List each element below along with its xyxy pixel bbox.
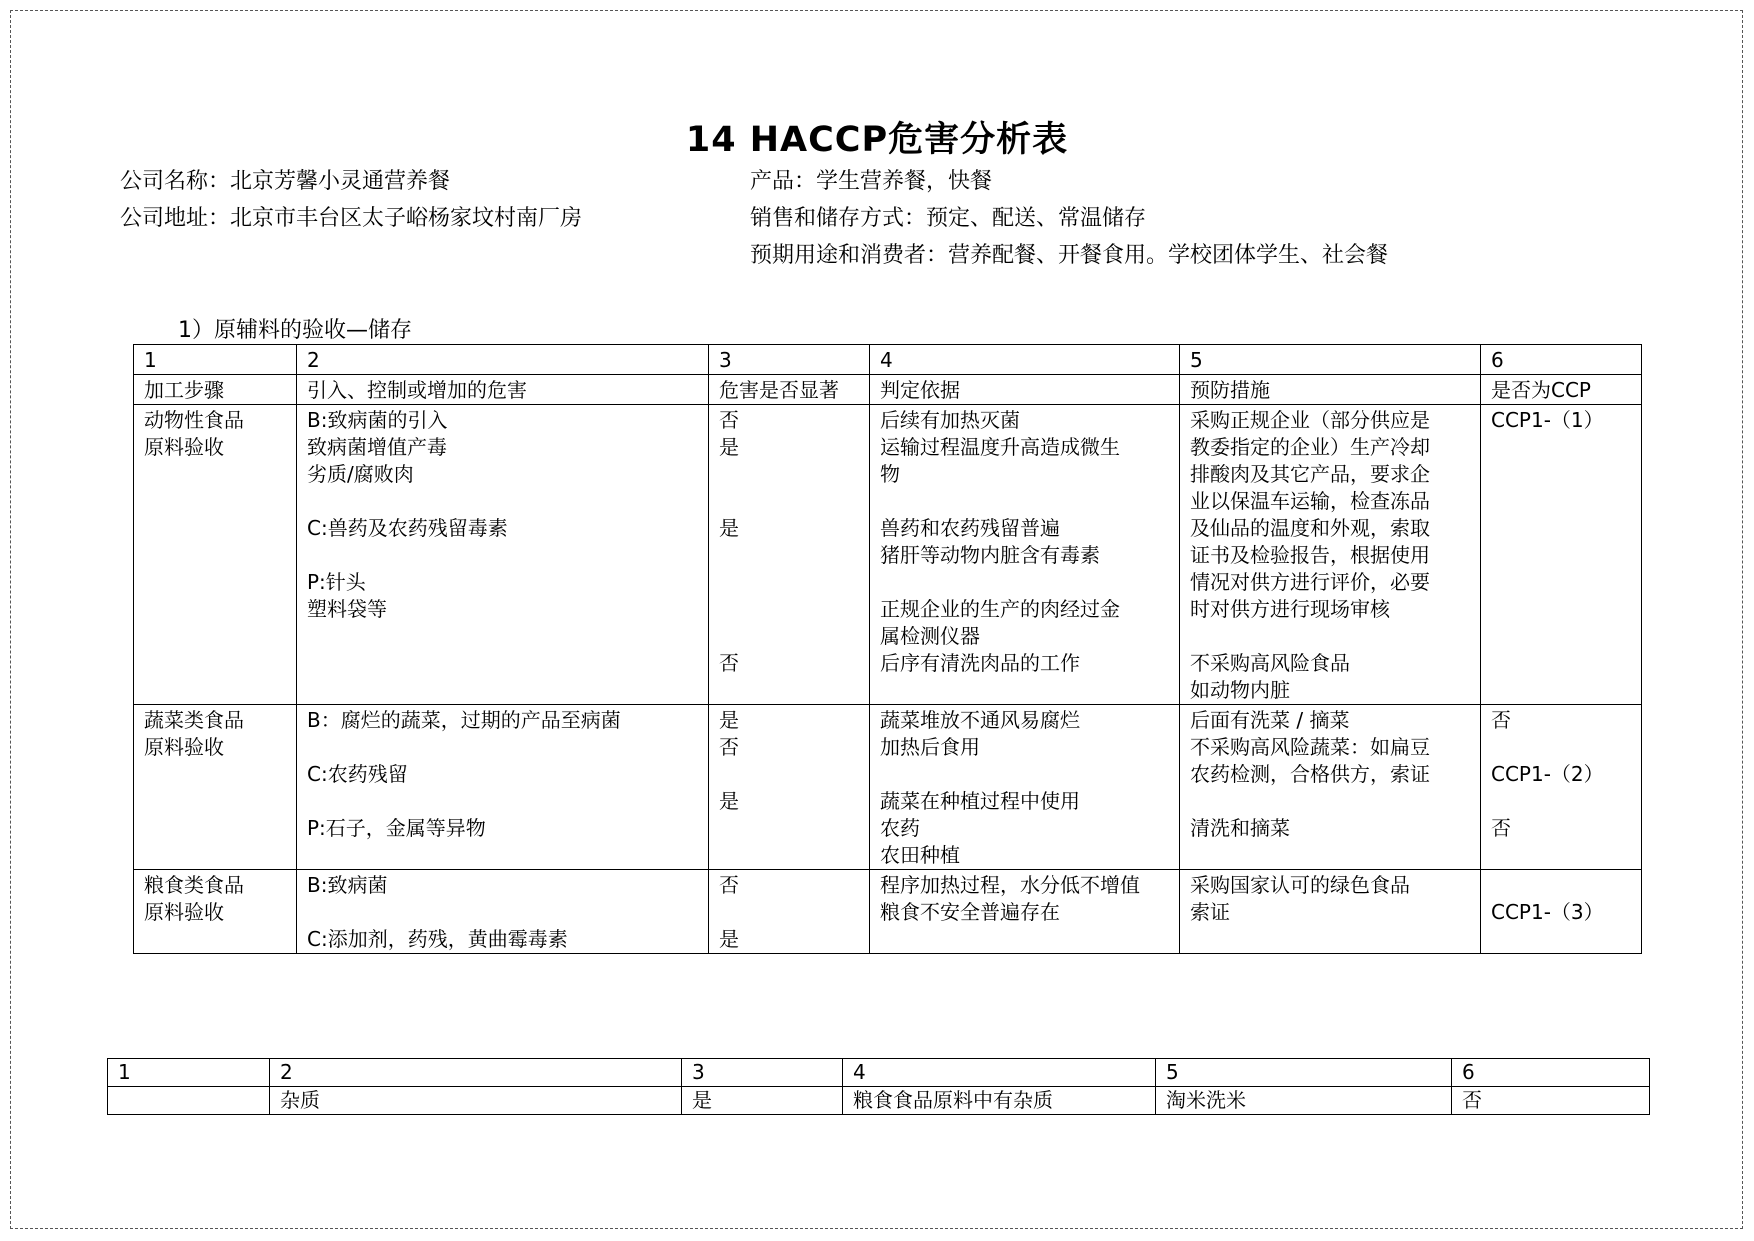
ccp-cell: CCP1-（3） [1481,870,1642,954]
column-header: 引入、控制或增加的危害 [297,375,709,405]
hazard-analysis-table [133,344,1642,954]
column-number: 3 [682,1059,843,1087]
table-row [134,870,1642,954]
column-header-row [134,375,1642,405]
column-number: 6 [1481,345,1642,375]
basis-cell: 后续有加热灭菌 运输过程温度升高造成微生 物 兽药和农药残留普遍 猪肝等动物内脏含有毒素 正规企业的生产的肉经过金 属检测仪器 后序有清洗肉品的工作 [870,405,1180,705]
basis-cell: 粮食食品原料中有杂质 [843,1087,1156,1115]
hazard-cell: B：腐烂的蔬菜，过期的产品至病菌 C:农药残留 P:石子，金属等异物 [297,705,709,870]
page-title: 14 HACCP危害分析表 [685,120,1069,160]
measures-cell: 采购正规企业（部分供应是 教委指定的企业）生产冷却 排酸肉及其它产品，要求企 业以保温车运输，检查冻品 及仙品的温度和外观，索取 证书及检验报告，根据使用 情况对供方进行评价，必要 时对供方进行现场审核 不采购高风险食品 如动物内脏 [1180,405,1481,705]
company-name: 公司名称：北京芳馨小灵通营养餐 [120,169,451,194]
table-row [134,705,1642,870]
column-number-row [108,1059,1650,1087]
column-header: 危害是否显著 [709,375,870,405]
section-title: 1）原辅料的验收—储存 [178,318,412,343]
hazard-cell: B:致病菌的引入 致病菌增值产毒 劣质/腐败肉 C:兽药及农药残留毒素 P:针头 塑料袋等 [297,405,709,705]
process-step: 蔬菜类食品 原料验收 [134,705,297,870]
significance-cell: 否 是 是 否 [709,405,870,705]
process-step: 动物性食品 原料验收 [134,405,297,705]
column-number: 4 [843,1059,1156,1087]
column-number: 2 [297,345,709,375]
table-row [108,1087,1650,1115]
column-number: 4 [870,345,1180,375]
column-number: 3 [709,345,870,375]
intended-use: 预期用途和消费者：营养配餐、开餐食用。学校团体学生、社会餐 [750,243,1389,268]
process-step: 粮食类食品 原料验收 [134,870,297,954]
column-number: 1 [134,345,297,375]
basis-cell: 程序加热过程，水分低不增值 粮食不安全普遍存在 [870,870,1180,954]
measures-cell: 后面有洗菜 / 摘菜 不采购高风险蔬菜：如扁豆 农药检测，合格供方，索证 清洗和摘菜 [1180,705,1481,870]
process-step [108,1087,270,1115]
column-header: 判定依据 [870,375,1180,405]
column-number: 5 [1156,1059,1452,1087]
measures-cell: 采购国家认可的绿色食品 索证 [1180,870,1481,954]
column-number: 1 [108,1059,270,1087]
column-header: 是否为CCP [1481,375,1642,405]
column-number: 6 [1452,1059,1650,1087]
table-row [134,405,1642,705]
column-number-row [134,345,1642,375]
company-address: 公司地址：北京市丰台区太子峪杨家坟村南厂房 [120,206,583,231]
product-name: 产品：学生营养餐，快餐 [750,169,993,194]
column-header: 预防措施 [1180,375,1481,405]
continuation-table [107,1058,1650,1115]
measures-cell: 淘米洗米 [1156,1087,1452,1115]
ccp-cell: 否 [1452,1087,1650,1115]
ccp-cell: 否 CCP1-（2） 否 [1481,705,1642,870]
hazard-cell: 杂质 [270,1087,682,1115]
column-header: 加工步骤 [134,375,297,405]
significance-cell: 是 否 是 [709,705,870,870]
sales-method: 销售和储存方式：预定、配送、常温储存 [750,206,1147,231]
significance-cell: 否 是 [709,870,870,954]
column-number: 5 [1180,345,1481,375]
ccp-cell: CCP1-（1） [1481,405,1642,705]
hazard-cell: B:致病菌 C:添加剂，药残，黄曲霉毒素 [297,870,709,954]
column-number: 2 [270,1059,682,1087]
basis-cell: 蔬菜堆放不通风易腐烂 加热后食用 蔬菜在种植过程中使用 农药 农田种植 [870,705,1180,870]
significance-cell: 是 [682,1087,843,1115]
